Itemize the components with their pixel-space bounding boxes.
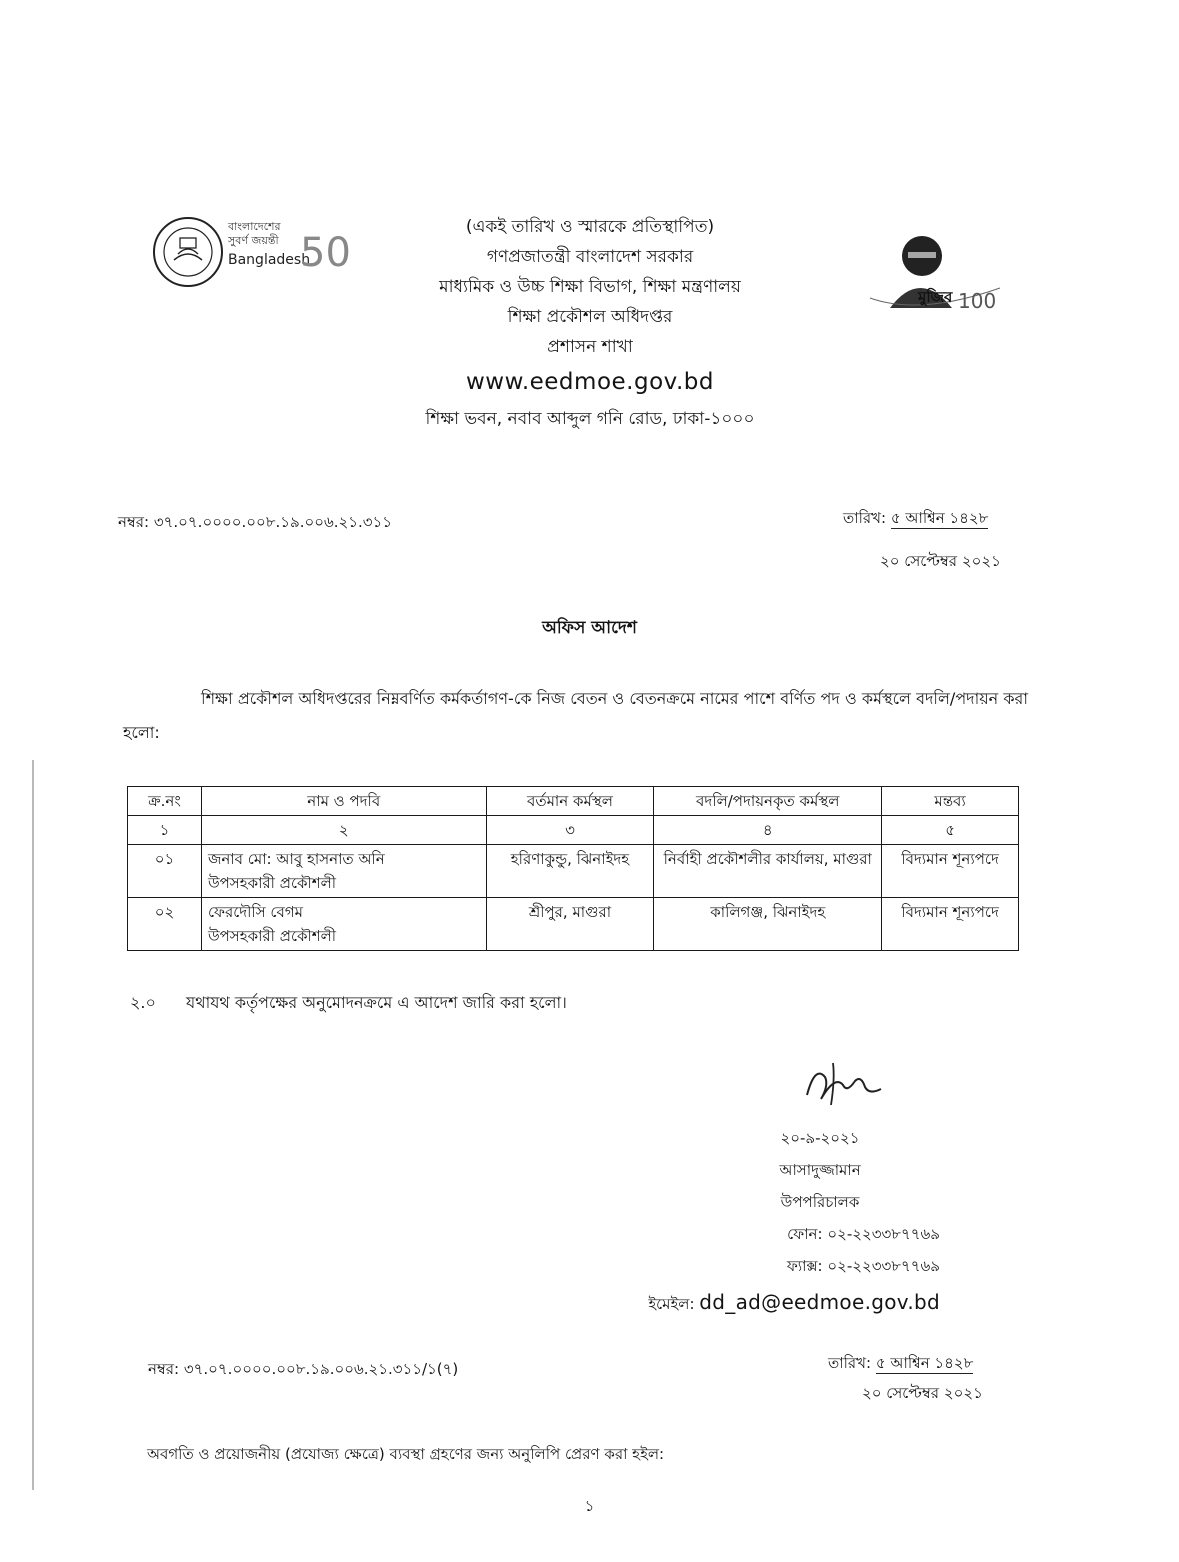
officer-designation: উপসহকারী প্রকৌশলী	[207, 874, 337, 892]
signatory-name: আসাদুজ্জামান	[779, 1161, 861, 1179]
current-post-cell: শ্রীপুর, মাগুরা	[486, 898, 654, 951]
officer-name: ফেরদৌসি বেগম	[207, 903, 303, 921]
memo-date-bangla: ৫ আশ্বিন ১৪২৮	[890, 509, 989, 527]
clause-text: যথাযথ কর্তৃপক্ষের অনুমোদনক্রমে এ আদেশ জারি করা হলো।	[186, 993, 567, 1012]
officer-name: জনাব মো: আবু হাসনাত অনি	[207, 850, 385, 868]
table-row	[128, 845, 1019, 898]
signatory-designation: উপপরিচালক	[780, 1193, 860, 1211]
col-header-current: বর্তমান কর্মস্থল	[486, 787, 654, 816]
signatory-block	[640, 1122, 940, 1318]
order-paragraph: শিক্ষা প্রকৌশল অধিদপ্তরের নিম্নবর্ণিত কর্মকর্তাগণ-কে নিজ বেতন ও বেতনক্রমে নামের পাশে বর্ণিত পদ ও কর্মস্থলে বদলি/পদায়ন করা হলো:	[123, 689, 1028, 742]
remarks-cell: বিদ্যমান শূন্যপদে	[882, 845, 1019, 898]
copy-memo-date	[828, 1352, 973, 1377]
copy-date-english: ২০ সেপ্টেম্বর ২০২১	[862, 1384, 983, 1402]
copy-memo-reference	[148, 1358, 458, 1383]
fax-label: ফ্যাক্স:	[786, 1257, 823, 1275]
name-cell	[201, 845, 486, 898]
email-label: ইমেইল:	[648, 1295, 695, 1313]
serial-cell: ০১	[128, 845, 202, 898]
email-link[interactable]: dd_ad@eedmoe.gov.bd	[699, 1290, 940, 1314]
table-index-row	[128, 816, 1019, 845]
index-cell: ৫	[882, 816, 1019, 845]
phone-value: ০২-২২৩৩৮৭৭৬৯	[827, 1225, 940, 1243]
handwritten-signature	[795, 1055, 895, 1115]
document-title: অফিস আদেশ	[542, 618, 637, 638]
signatory-fax	[640, 1250, 940, 1282]
transfer-post-cell: কালিগঞ্জ, ঝিনাইদহ	[654, 898, 882, 951]
memo-date-label: তারিখ:	[843, 509, 887, 527]
clause-number: ২.০	[130, 993, 156, 1012]
left-logo-number: 50	[300, 230, 351, 276]
table-row	[128, 898, 1019, 951]
right-logo-number: 100	[958, 289, 997, 313]
current-post-cell: হরিণাকুন্ডু, ঝিনাইদহ	[486, 845, 654, 898]
copy-ref-number: ৩৭.০৭.০০০০.০০৮.১৯.০০৬.২১.৩১১/১(৭)	[183, 1360, 459, 1378]
copy-distribution-note: অবগতি ও প্রয়োজনীয় (প্রযোজ্য ক্ষেত্রে) ব্যবস্থা গ্রহণের জন্য অনুলিপি প্রেরণ করা হইল:	[147, 1445, 665, 1463]
col-header-name: নাম ও পদবি	[201, 787, 486, 816]
memo-reference	[118, 511, 392, 536]
svg-text:বাংলাদেশের: বাংলাদেশের	[228, 220, 281, 233]
left-logo-text: Bangladesh	[228, 252, 311, 268]
transfer-table	[127, 786, 1019, 951]
phone-label: ফোন:	[787, 1225, 823, 1243]
branch-name: প্রশাসন শাখা	[547, 337, 633, 357]
page-number: ১	[584, 1497, 595, 1515]
index-cell: ৪	[654, 816, 882, 845]
memo-ref-number: ৩৭.০৭.০০০০.০০৮.১৯.০০৬.২১.৩১১	[153, 513, 392, 531]
replacement-note: (একই তারিখ ও স্মারকে প্রতিস্থাপিত)	[465, 217, 715, 237]
serial-cell: ০২	[128, 898, 202, 951]
transfer-post-cell: নির্বাহী প্রকৌশলীর কার্যালয়, মাগুরা	[654, 845, 882, 898]
svg-text:সুবর্ণ জয়ন্তী: সুবর্ণ জয়ন্তী	[228, 234, 279, 247]
memo-ref-label: নম্বর:	[118, 513, 150, 531]
officer-designation: উপসহকারী প্রকৌশলী	[207, 927, 337, 945]
clause-2	[130, 990, 567, 1017]
page-scan-edge	[32, 760, 34, 1490]
name-cell	[201, 898, 486, 951]
index-cell: ৩	[486, 816, 654, 845]
copy-date-bangla: ৫ আশ্বিন ১৪২৮	[875, 1354, 974, 1372]
remarks-cell: বিদ্যমান শূন্যপদে	[882, 898, 1019, 951]
copy-date-label: তারিখ:	[828, 1354, 872, 1372]
right-logo-text: মুজিব	[918, 288, 953, 306]
signatory-email	[640, 1286, 940, 1318]
signatory-phone	[640, 1218, 940, 1250]
memo-date	[843, 507, 988, 532]
col-header-remarks: মন্তব্য	[882, 787, 1019, 816]
copy-ref-label: নম্বর:	[148, 1360, 180, 1378]
office-address: শিক্ষা ভবন, নবাব আব্দুল গনি রোড, ঢাকা-১০০০	[425, 409, 755, 429]
department-name: শিক্ষা প্রকৌশল অধিদপ্তর	[507, 307, 673, 327]
letterhead	[290, 212, 890, 434]
fax-value: ০২-২২৩৩৮৭৭৬৯	[827, 1257, 940, 1275]
signed-date: ২০-৯-২০২১	[780, 1129, 860, 1147]
division-name: মাধ্যমিক ও উচ্চ শিক্ষা বিভাগ, শিক্ষা মন্ত্রণালয়	[439, 277, 741, 297]
table-header-row	[128, 787, 1019, 816]
website-link[interactable]: www.eedmoe.gov.bd	[466, 369, 714, 395]
memo-date-english: ২০ সেপ্টেম্বর ২০২১	[880, 552, 1001, 570]
col-header-serial: ক্র.নং	[128, 787, 202, 816]
col-header-transfer: বদলি/পদায়নকৃত কর্মস্থল	[654, 787, 882, 816]
index-cell: ২	[201, 816, 486, 845]
government-name: গণপ্রজাতন্ত্রী বাংলাদেশ সরকার	[486, 247, 694, 267]
index-cell: ১	[128, 816, 202, 845]
